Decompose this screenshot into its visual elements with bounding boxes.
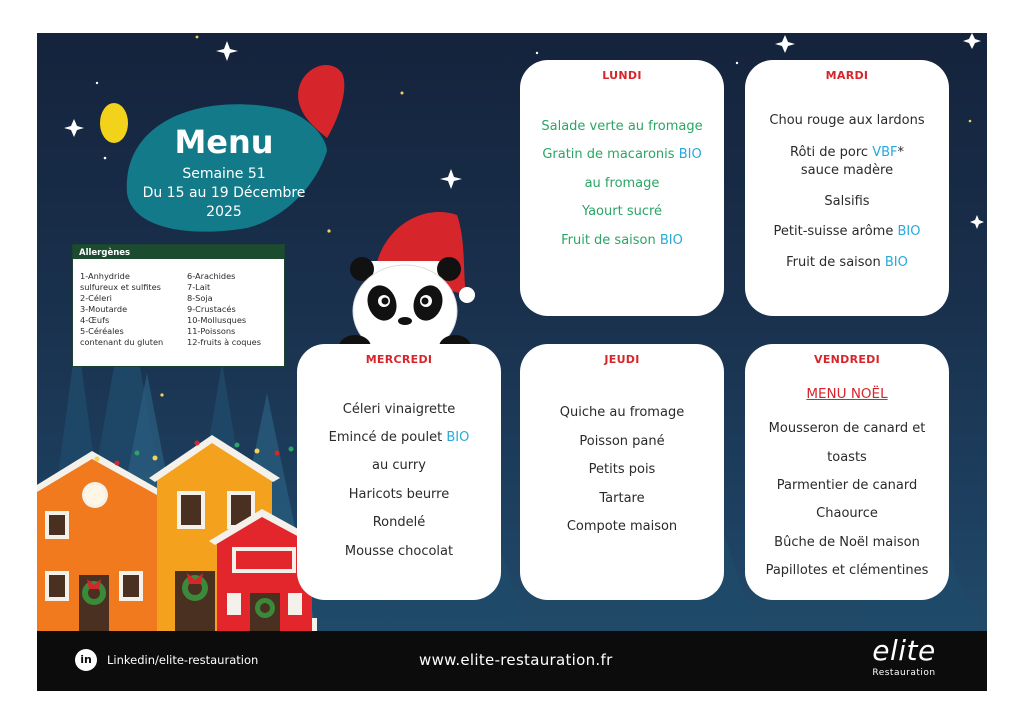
allergen-item: 2-Céleri bbox=[80, 293, 112, 303]
allergen-item: 3-Moutarde bbox=[80, 304, 128, 314]
menu-page bbox=[37, 33, 987, 691]
card-lundi bbox=[520, 60, 724, 316]
allergen-item: 7-Lait bbox=[187, 282, 211, 292]
menu-item: au fromage bbox=[584, 176, 660, 191]
allergen-item: 5-Céréales bbox=[80, 326, 124, 336]
allergen-item: 12-fruits à coques bbox=[187, 337, 261, 347]
date-range: Du 15 au 19 Décembre bbox=[142, 185, 306, 201]
allergen-item: 11-Poissons bbox=[187, 326, 236, 336]
menu-item: Mousse chocolat bbox=[344, 544, 454, 559]
linkedin-icon[interactable]: in bbox=[75, 649, 97, 671]
menu-item: Emincé de poulet BIO bbox=[328, 430, 470, 445]
card-vendredi bbox=[745, 344, 949, 600]
allergen-item: 4-Œufs bbox=[80, 315, 110, 325]
bio-label: BIO bbox=[678, 147, 702, 162]
menu-item: Petit-suisse arôme BIO bbox=[773, 224, 921, 239]
bio-label: BIO bbox=[897, 224, 921, 239]
day-label-mercredi: MERCREDI bbox=[365, 353, 433, 366]
menu-item: Chou rouge aux lardons bbox=[769, 113, 925, 128]
menu-item: Yaourt sucré bbox=[581, 204, 663, 219]
menu-item: Gratin de macaronis BIO bbox=[542, 147, 702, 162]
day-label-jeudi: JEUDI bbox=[604, 353, 640, 366]
footer bbox=[37, 631, 987, 691]
bio-label: BIO bbox=[659, 233, 683, 248]
menu-item: Chaource bbox=[816, 506, 878, 521]
vbf-label: VBF bbox=[872, 145, 898, 160]
allergen-item: 10-Mollusques bbox=[187, 315, 247, 325]
menu-item: Haricots beurre bbox=[348, 487, 450, 502]
allergen-item: 1-Anhydride bbox=[80, 271, 130, 281]
logo-wordmark: elite bbox=[872, 634, 936, 667]
day-label-mardi: MARDI bbox=[825, 69, 869, 82]
yellow-balloon bbox=[100, 103, 128, 143]
card-mercredi bbox=[297, 344, 501, 600]
menu-item: Papillotes et clémentines bbox=[765, 563, 929, 578]
allergens-title: Allergènes bbox=[73, 245, 284, 259]
special-menu-title: MENU NOËL bbox=[806, 386, 888, 402]
menu-item: Rôti de porc VBF* bbox=[790, 145, 904, 160]
menu-item: Mousseron de canard et bbox=[768, 421, 926, 436]
bio-label: BIO bbox=[884, 255, 908, 270]
menu-item: Poisson pané bbox=[579, 434, 665, 449]
linkedin-link[interactable]: Linkedin/elite-restauration bbox=[107, 653, 259, 667]
menu-item: Quiche au fromage bbox=[559, 405, 685, 420]
menu-item: toasts bbox=[827, 450, 867, 465]
menu-item: Parmentier de canard bbox=[776, 478, 918, 493]
allergen-item: contenant du gluten bbox=[80, 337, 164, 347]
title-block bbox=[129, 123, 319, 222]
year: 2025 bbox=[206, 204, 242, 220]
menu-item: Fruit de saison BIO bbox=[786, 255, 908, 270]
menu-item: au curry bbox=[372, 458, 426, 473]
allergen-item: 6-Arachides bbox=[187, 271, 236, 281]
week-number: Semaine 51 bbox=[182, 166, 266, 182]
allergen-item: sulfureux et sulfites bbox=[80, 282, 161, 292]
elite-logo bbox=[859, 635, 949, 679]
allergen-item: 9-Crustacés bbox=[187, 304, 236, 314]
website-link[interactable]: www.elite-restauration.fr bbox=[419, 651, 613, 669]
menu-item: Céleri vinaigrette bbox=[342, 402, 456, 417]
menu-item: Compote maison bbox=[566, 519, 678, 534]
allergens-legend bbox=[72, 244, 285, 367]
menu-item: Petits pois bbox=[588, 462, 656, 477]
card-jeudi bbox=[520, 344, 724, 600]
menu-item: Bûche de Noël maison bbox=[774, 535, 920, 550]
menu-item: Salade verte au fromage bbox=[541, 119, 703, 134]
day-label-lundi: LUNDI bbox=[602, 69, 642, 82]
menu-item: Rondelé bbox=[372, 515, 426, 530]
menu-item: Fruit de saison BIO bbox=[561, 233, 683, 248]
menu-item: Salsifis bbox=[824, 194, 870, 209]
bio-label: BIO bbox=[446, 430, 470, 445]
menu-item: sauce madère bbox=[800, 163, 894, 178]
menu-item: Tartare bbox=[599, 491, 645, 506]
card-mardi bbox=[745, 60, 949, 316]
page-title: Menu bbox=[174, 123, 274, 161]
logo-subtitle: Restauration bbox=[872, 668, 936, 678]
panda-santa-hat-illustration bbox=[339, 212, 475, 359]
allergen-item: 8-Soja bbox=[187, 293, 213, 303]
day-label-vendredi: VENDREDI bbox=[814, 353, 880, 366]
